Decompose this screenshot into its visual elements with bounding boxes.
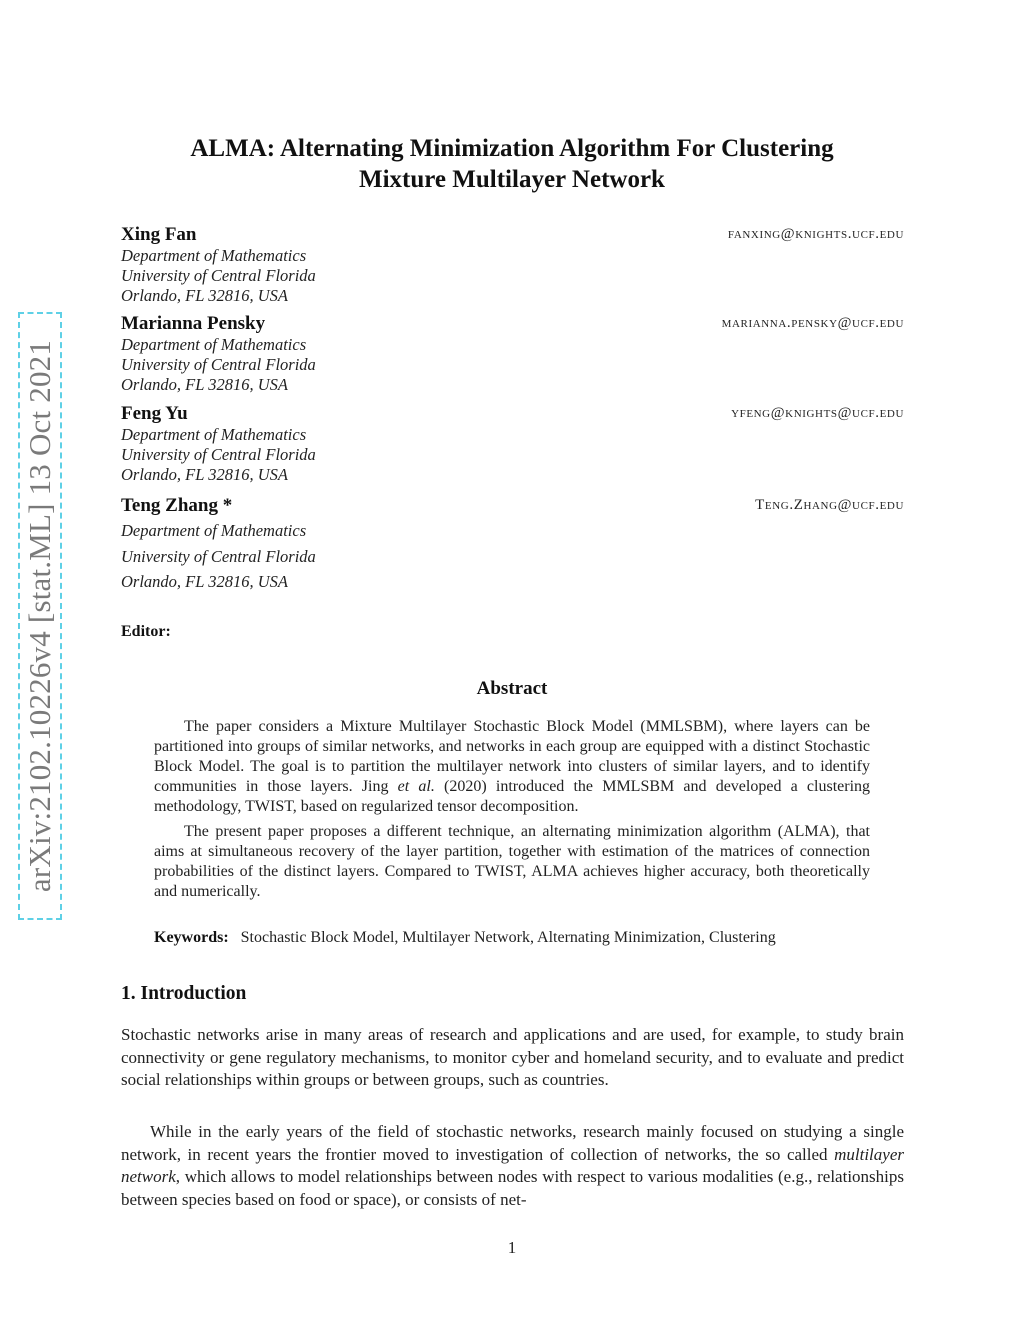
- body-text: , which allows to model relationships between nodes with respect to various modalities (e.g., relationships between species based on food or space), or consists of net-: [121, 1167, 904, 1209]
- title-line-2: Mixture Multilayer Network: [359, 166, 665, 193]
- author-block: [121, 403, 904, 485]
- author-name: Marianna Pensky: [121, 313, 266, 334]
- author-city: Orlando, FL 32816, USA: [121, 375, 288, 394]
- body-text: While in the early years of the field of stochastic networks, research mainly focused on studying a single network, in recent years the frontier moved to investigation of collection of networks, the so called: [121, 1122, 904, 1164]
- author-email[interactable]: Teng.Zhang@ucf.edu: [755, 497, 904, 513]
- author-block: [121, 313, 904, 395]
- author-name: Teng Zhang *: [121, 495, 233, 516]
- abstract-text: (2020) introduced the MMLSBM and developed a clustering methodology, TWIST, based on regularized tensor decomposition.: [154, 778, 871, 815]
- body-emphasis: multilayer network: [121, 1144, 904, 1186]
- keywords: [154, 929, 776, 947]
- author-department: Department of Mathematics: [121, 335, 307, 354]
- arxiv-stamp: [18, 312, 62, 920]
- author-department: Department of Mathematics: [121, 425, 307, 444]
- author-university: University of Central Florida: [121, 266, 316, 285]
- author-email[interactable]: yfeng@knights@ucf.edu: [731, 405, 904, 421]
- author-department: Department of Mathematics: [121, 246, 307, 265]
- title-line-1: ALMA: Alternating Minimization Algorithm For Clustering: [190, 135, 834, 162]
- abstract-paragraph: [154, 822, 870, 902]
- abstract-paragraph: [154, 717, 870, 817]
- editor-label: Editor:: [121, 623, 171, 640]
- paper-title: [120, 133, 904, 195]
- author-department: Department of Mathematics: [121, 521, 307, 540]
- author-city: Orlando, FL 32816, USA: [121, 572, 288, 591]
- keywords-text: Stochastic Block Model, Multilayer Network, Alternating Minimization, Clustering: [240, 929, 776, 946]
- author-block: [121, 224, 904, 306]
- body-paragraph: [121, 1121, 904, 1211]
- author-university: University of Central Florida: [121, 355, 316, 374]
- author-university: University of Central Florida: [121, 445, 316, 464]
- author-email[interactable]: marianna.pensky@ucf.edu: [721, 315, 904, 331]
- author-name: Feng Yu: [121, 403, 188, 424]
- body-text: Stochastic networks arise in many areas of research and applications and are used, for example, to study brain connectivity or gene regulatory mechanisms, to monitor cyber and homeland security, and to evaluate and predict social relationships within groups or between groups, such as countries.: [121, 1025, 904, 1089]
- body-paragraph: [121, 1024, 904, 1092]
- abstract-heading: Abstract: [476, 678, 548, 699]
- author-university: University of Central Florida: [121, 546, 316, 566]
- author-name: Xing Fan: [121, 224, 197, 245]
- keywords-label: Keywords:: [154, 929, 229, 946]
- author-city: Orlando, FL 32816, USA: [121, 286, 288, 305]
- abstract-text: The paper considers a Mixture Multilayer Stochastic Block Model (MMLSBM), where layers can be partitioned into groups of similar networks, and networks in each group are equipped with a distinct Stochastic Block Model. The goal is to partition the multilayer network into clusters of similar layers, and to identify communities in those layers. Jing: [154, 718, 870, 795]
- section-heading: 1. Introduction: [121, 983, 247, 1004]
- author-city: Orlando, FL 32816, USA: [121, 465, 288, 484]
- author-email[interactable]: fanxing@knights.ucf.edu: [727, 226, 904, 242]
- page-number: 1: [507, 1238, 517, 1257]
- abstract-text: The present paper proposes a different technique, an alternating minimization algorithm (ALMA), that aims at simultaneous recovery of the layer partition, together with estimation of the matrices of connection probabilities of the distinct layers. Compared to TWIST, ALMA achieves higher accuracy, both theoretically and numerically.: [154, 823, 870, 900]
- abstract-emphasis: et al.: [397, 778, 435, 795]
- author-block: [121, 495, 904, 594]
- arxiv-stamp-text: arXiv:2102.10226v4 [stat.ML] 13 Oct 2021: [22, 339, 57, 893]
